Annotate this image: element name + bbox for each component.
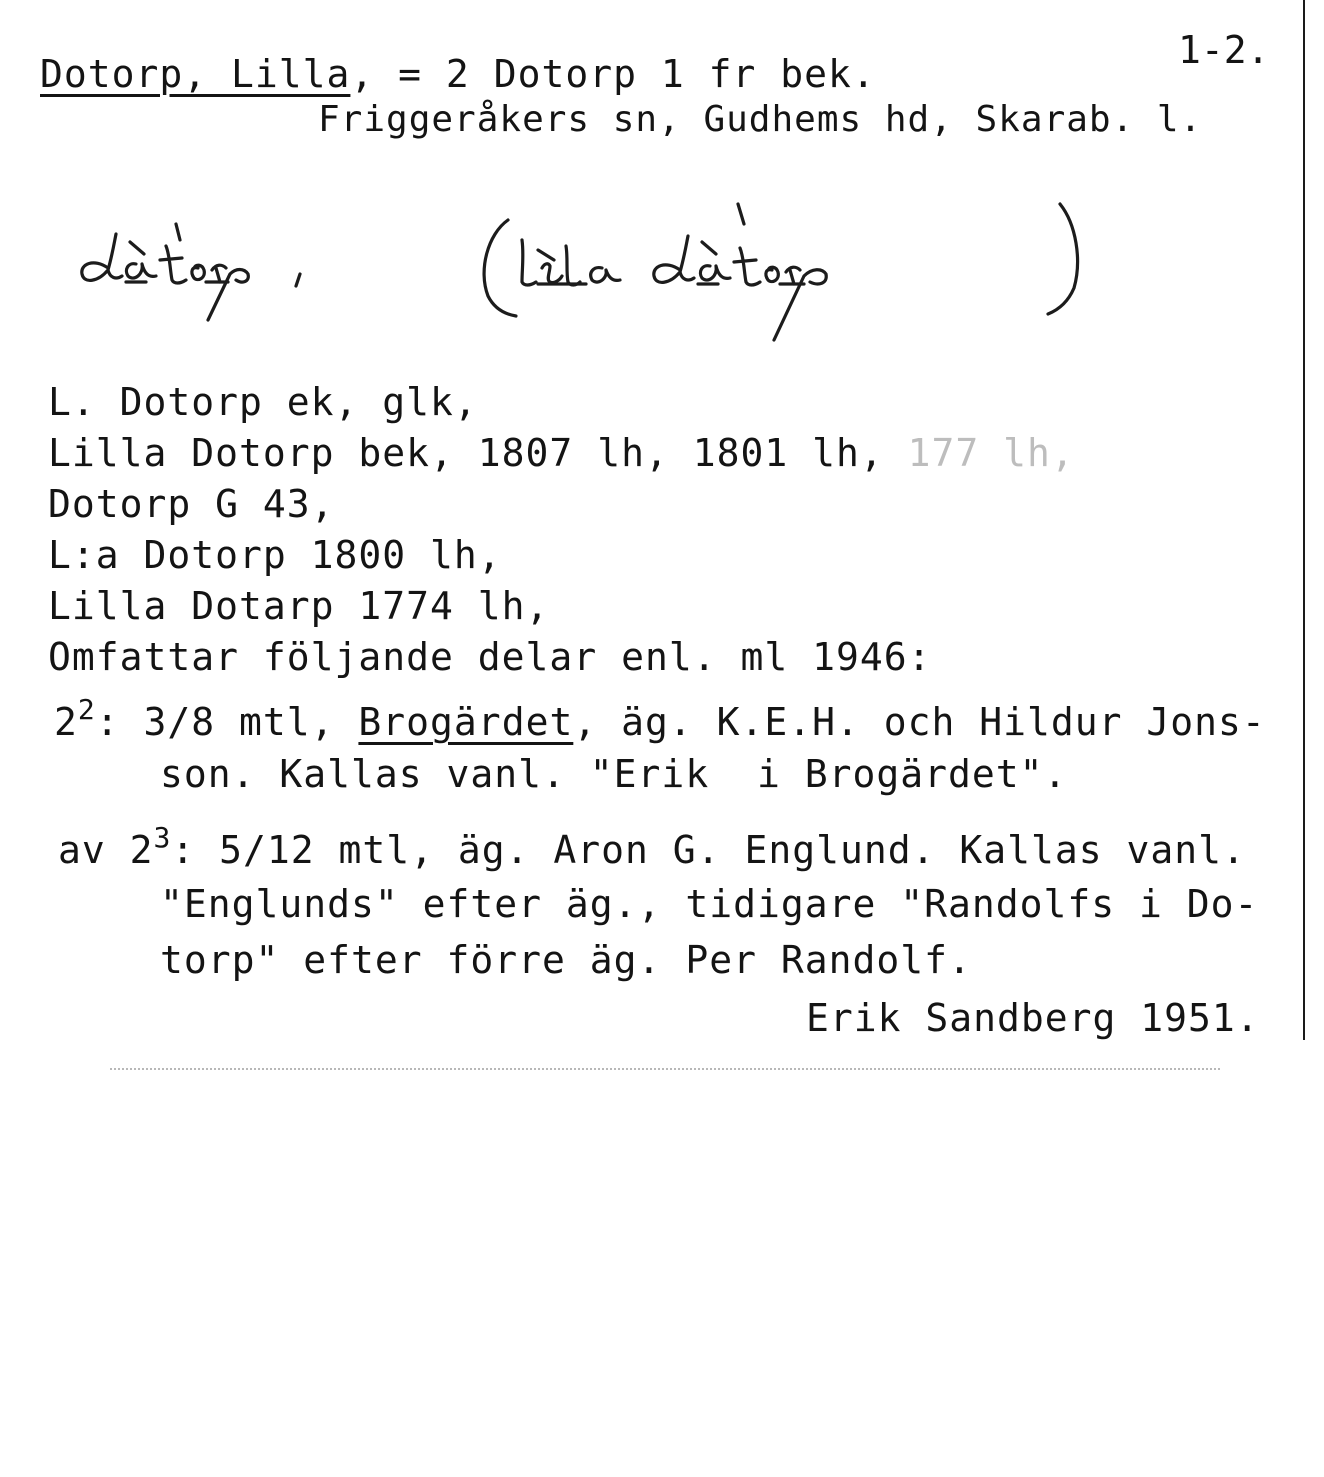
location-line: Friggeråkers sn, Gudhems hd, Skarab. l. bbox=[318, 99, 1203, 140]
part-1-line-2: son. Kallas vanl. "Erik i Brogärdet". bbox=[160, 752, 1068, 796]
part-2-line-3: torp" efter förre äg. Per Randolf. bbox=[160, 938, 972, 982]
part-1-number: 2 bbox=[54, 700, 78, 744]
heading-rest: , = 2 Dotorp 1 fr bek. bbox=[350, 52, 876, 96]
part-2-line-1 bbox=[58, 821, 1246, 876]
part-2-line-2: "Englunds" efter äg., tidigare "Randolfs i Do- bbox=[160, 882, 1259, 926]
card-bottom-edge bbox=[110, 1068, 1220, 1070]
form-line-2 bbox=[48, 431, 1075, 475]
form-line-5: Lilla Dotarp 1774 lh, bbox=[48, 584, 550, 628]
part-2-text: : 5/12 mtl, äg. Aron G. Englund. Kallas vanl. bbox=[171, 828, 1246, 872]
form-line-2-text: Lilla Dotorp bek, 1807 lh, 1801 lh, bbox=[48, 431, 884, 475]
form-line-4: L:a Dotorp 1800 lh, bbox=[48, 533, 502, 577]
intro-line: Omfattar följande delar enl. ml 1946: bbox=[48, 635, 932, 679]
part-2-prefix: av 2 bbox=[58, 828, 154, 872]
part-1-superscript: 2 bbox=[77, 693, 96, 726]
faint-crossed-text: 177 lh, bbox=[907, 431, 1075, 475]
page-number: 1-2. bbox=[1178, 28, 1270, 72]
signature: Erik Sandberg 1951. bbox=[806, 996, 1260, 1040]
part-1-text-a: : 3/8 mtl, bbox=[95, 700, 359, 744]
part-1-text-b: , äg. K.E.H. och Hildur Jons- bbox=[573, 700, 1266, 744]
part-1-line-1 bbox=[54, 693, 1266, 748]
place-name: Dotorp, Lilla bbox=[40, 52, 351, 96]
handwritten-pronunciation bbox=[60, 190, 1120, 340]
part-2-superscript: 3 bbox=[153, 821, 172, 854]
form-line-3: Dotorp G 43, bbox=[48, 482, 335, 526]
card-edge-line bbox=[1303, 0, 1305, 1040]
form-line-1: L. Dotorp ek, glk, bbox=[48, 380, 478, 424]
farm-name-brogardet: Brogärdet bbox=[358, 700, 574, 744]
heading-line bbox=[40, 52, 876, 96]
